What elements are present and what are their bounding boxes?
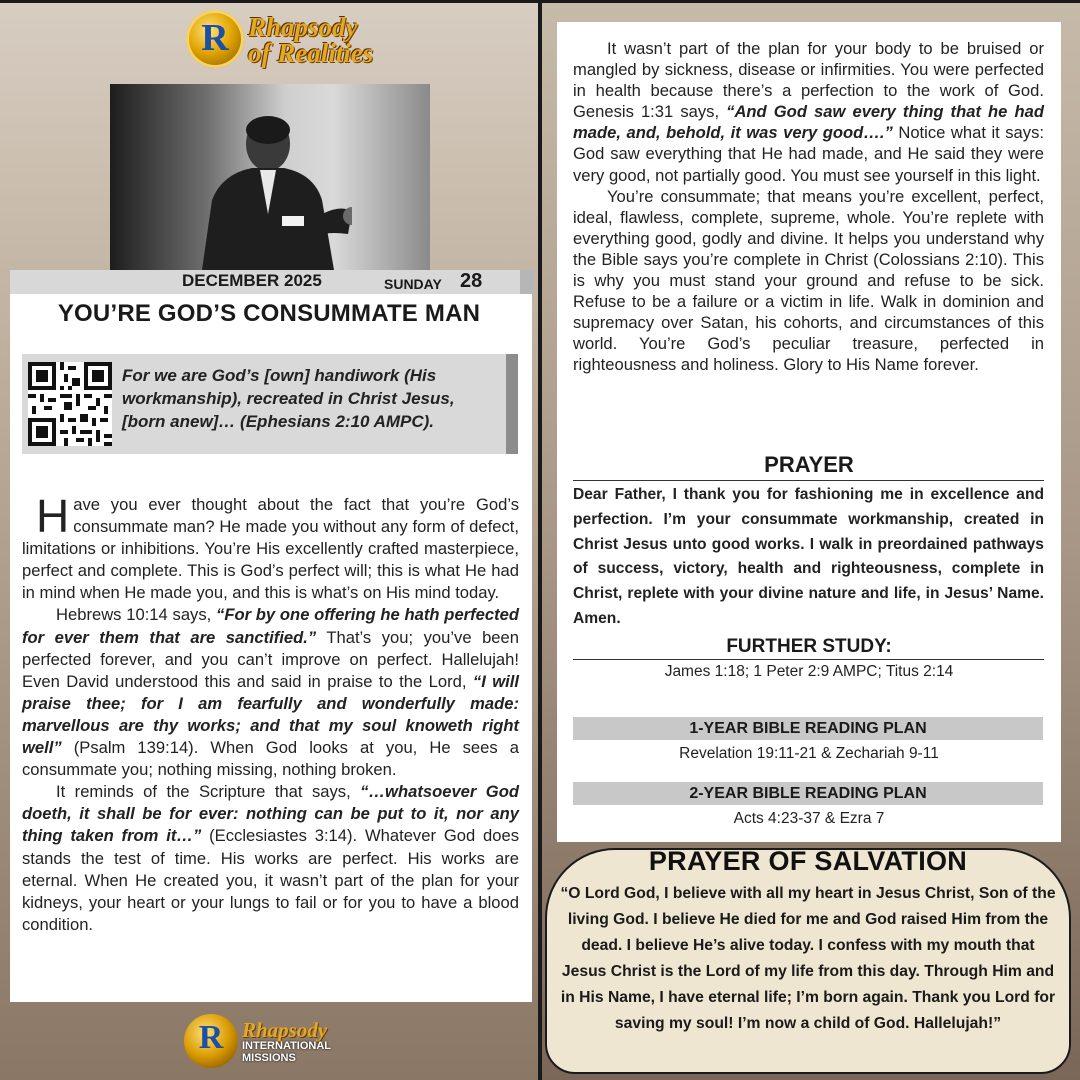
date-month-year: DECEMBER 2025	[182, 271, 322, 290]
globe-logo-icon: R	[186, 10, 244, 68]
globe-logo-icon: R	[184, 1014, 238, 1068]
prayer-text: Dear Father, I thank you for fashioning me in excellence and perfection. I’m your consummate workmanship, created in Christ Jesus unto good works. I walk in preordained pathways of success, victory, health and righteousness, complete in Christ, replete with your divine nature and life, in Jesus’ Name. Amen.	[573, 486, 1044, 627]
two-year-plan-text: Acts 4:23-37 & Ezra 7	[733, 810, 885, 827]
further-study-heading: FURTHER STUDY:	[726, 636, 892, 657]
page-divider	[538, 0, 542, 1080]
missions-logo-title: Rhapsody	[242, 1018, 328, 1042]
one-year-plan-text: Revelation 19:11-21 & Zechariah 9-11	[679, 745, 939, 762]
further-study-divider	[573, 659, 1044, 660]
person-silhouette-icon	[182, 104, 352, 270]
prayer-divider	[573, 480, 1044, 481]
date-weekday: SUNDAY	[384, 276, 442, 292]
further-study-text: James 1:18; 1 Peter 2:9 AMPC; Titus 2:14	[664, 663, 954, 680]
salvation-text: “O Lord God, I believe with all my heart in Jesus Christ, Son of the living God. I believe He died for me and God raised Him from the dead. I believe He’s alive today. I confess with my mouth that Jesus Christ is the Lord of my life from this day. Through Him and in His Name, I have eternal life; I’m born again. Thank you Lord for saving my soul! I’m now a child of God. Hallelujah!”	[560, 885, 1056, 1032]
devotional-body-left: Have you ever thought about the fact that you’re God’s consummate man? He made you without any form of defect, limitations or inhibitions. You’re His excellently crafted masterpiece, perfect and complete. This is God’s perfect will; this is what He had in mind when He made you, and this is what’s on His mind today. Hebrews 10:14 says, “For by one offering he hath perfected for ever them that are sanctified.” That’s you; you’ve been perfected forever, and you can’t improve on perfect. Hallelujah! Even David understood this and said in praise to the Lord, “I will praise thee; for I am fearfully and wonderfully made: marvellous are thy works; and that my soul knoweth right well” (Psalm 139:14). When God looks at you, He sees a consummate you; nothing missing, nothing broken. It reminds of the Scripture that says, “…whatsoever God doeth, it shall be for ever: nothing can be put to it, nor any thing taken from it…” (Ecclesiastes 3:14). Whatever God does stands the test of time. His works are perfect. His works are eternal. When He created you, it wasn’t part of the plan for your kidneys, your heart or your lungs to fail or for you to have a blood condition.	[22, 490, 519, 934]
salvation-heading: PRAYER OF SALVATION	[648, 846, 968, 876]
two-year-plan-heading: 2-YEAR BIBLE READING PLAN	[573, 782, 1043, 805]
date-bar-tab	[520, 270, 534, 294]
prayer-heading: PRAYER	[764, 452, 854, 477]
logo-text: Rhapsody of Realities	[248, 12, 374, 68]
scripture-text: For we are God’s [own] handiwork (His workmanship), recreated in Christ Jesus, [born anew]… (Ephesians 2:10 AMPC).	[122, 366, 455, 431]
qr-code-icon[interactable]	[28, 362, 112, 446]
date-day-number: 28	[460, 270, 483, 292]
drop-cap: H	[36, 490, 70, 542]
one-year-plan-heading: 1-YEAR BIBLE READING PLAN	[573, 717, 1043, 740]
devotional-body-right: It wasn’t part of the plan for your body to be bruised or mangled by sickness, disease or infirmities. You were perfected in health because there’s a perfection to the work of God. Genesis 1:31 says, “And God saw every thing that he had made, and, behold, it was very good….” Notice what it says: God saw everything that He had made, and He said they were very good, not partially good. You must see yourself in this light. You’re consummate; that means you’re excellent, perfect, ideal, flawless, complete, supreme, whole. You’re replete with everything good, godly and divine. It helps you understand why the Bible says you’re complete in Christ (Colossians 2:10). This is why you must stand your ground and refuse to be sick. Refuse to be a failure or a victim in life. Walk in dominion and supremacy over Satan, his cohorts, and circumstances of this world. You’re God’s peculiar treasure, perfected in righteousness and holiness. Glory to His Name forever.	[573, 39, 1044, 375]
page-title: YOU’RE GOD’S CONSUMMATE MAN	[57, 300, 481, 327]
missions-logo-subtitle: INTERNATIONAL MISSIONS	[242, 1040, 332, 1064]
rhapsody-logo	[186, 8, 376, 74]
pastor-photo	[110, 84, 430, 270]
scripture-box-bar	[506, 354, 518, 454]
rhapsody-missions-logo	[184, 1014, 354, 1070]
